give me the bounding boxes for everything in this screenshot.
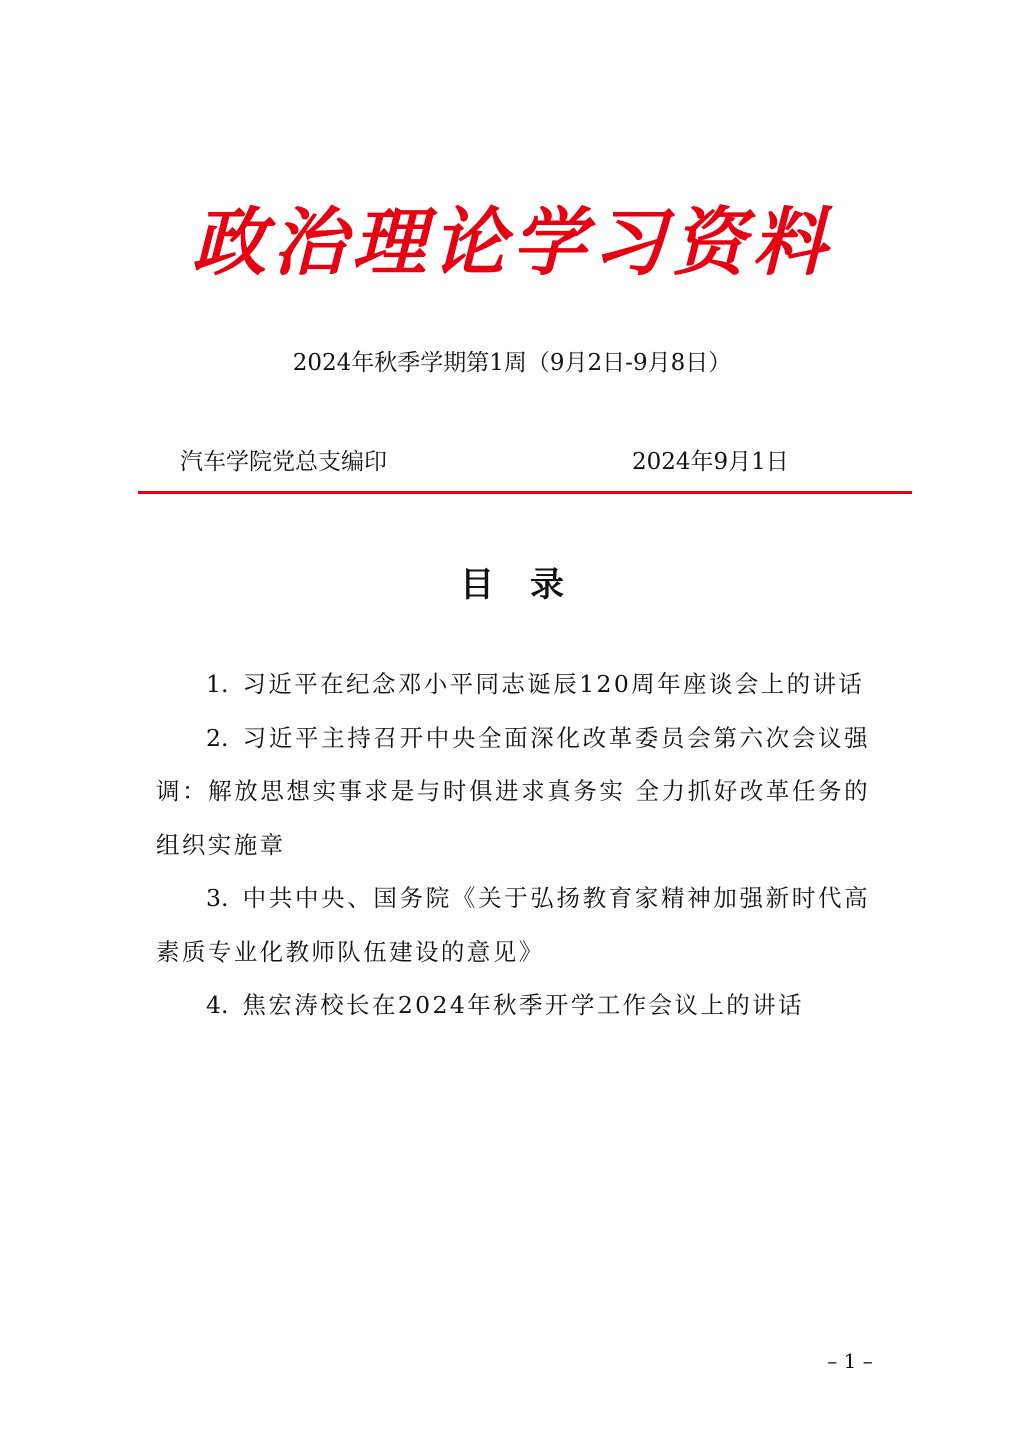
toc-item-text: 中共中央、国务院《关于弘扬教育家精神加强新时代高素质专业化教师队伍建设的意见》	[156, 884, 870, 966]
toc-heading: 目录	[460, 565, 600, 605]
toc-item-text: 焦宏涛校长在2024年秋季开学工作会议上的讲话	[242, 991, 804, 1019]
issue-period: 2024年秋季学期第1周（9月2日-9月8日）	[292, 350, 732, 376]
publisher-name: 汽车学院党总支编印	[180, 449, 387, 475]
masthead-title: 政治理论学习资料	[192, 200, 832, 286]
toc-list	[156, 658, 870, 1033]
toc-item-number: 2.	[206, 723, 229, 752]
publication-date: 2024年9月1日	[632, 449, 789, 475]
toc-item-text: 习近平在纪念邓小平同志诞辰120周年座谈会上的讲话	[242, 670, 865, 698]
toc-item	[156, 872, 870, 979]
red-divider-rule	[138, 491, 912, 494]
toc-item-number: 4.	[206, 991, 229, 1019]
toc-item	[156, 712, 870, 873]
toc-item	[156, 979, 870, 1033]
toc-item-number: 3.	[206, 884, 229, 912]
toc-item	[156, 658, 870, 712]
toc-item-text: 习近平主持召开中央全面深化改革委员会第六次会议强调：解放思想实事求是与时俱进求真务实 全力抓好改革任务的组织实施章	[156, 723, 870, 859]
page-number: – 1 –	[827, 1349, 873, 1373]
toc-item-number: 1.	[206, 670, 229, 698]
